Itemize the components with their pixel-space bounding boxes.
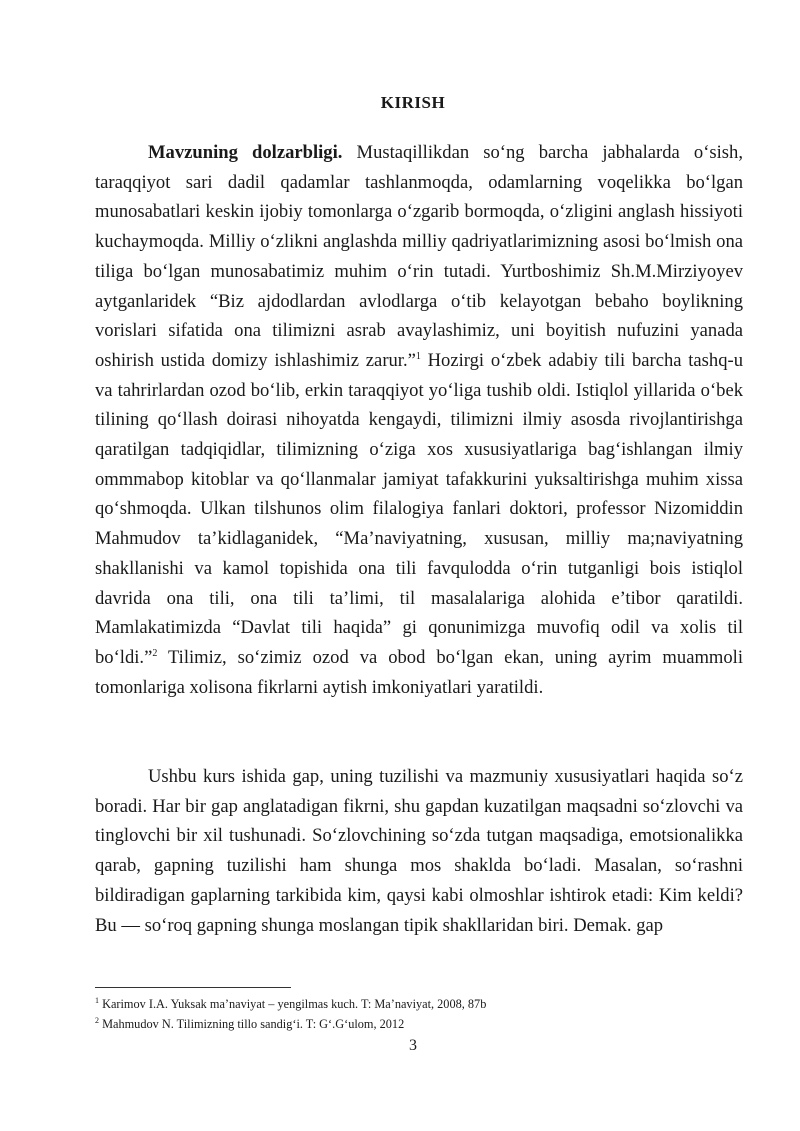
page-title: KIRISH <box>380 93 446 112</box>
footnote-2 <box>95 1014 743 1034</box>
paragraph-course-work <box>95 762 743 940</box>
footnote-text: Karimov I.A. Yuksak ma’naviyat – yengilmas kuch. T: Ma’naviyat, 2008, 87b <box>99 997 487 1011</box>
footnote-1 <box>95 994 743 1014</box>
footnote-marker: 1 <box>95 995 99 1005</box>
footnote-ref-1: 1 <box>415 350 421 362</box>
paragraph-2: Ushbu kurs ishida gap, uning tuzilishi va mazmuniy xususiyatlari haqida so‘z boradi. Har bir gap anglatadigan fikrni, shu gapdan kuzatilgan maqsadni so‘zlovchi va tinglovchi bir xil tushunadi. So‘zlovchining so‘zda tutgan maqsadiga, emotsionalikka qarab, gapning tuzilishi ham shunga mos shaklda bo‘ladi. Masalan, so‘rashni bildiradigan gaplarning tarkibida kim, qaysi kabi olmoshlar ishtirok etadi: Kim keldi? Bu — so‘roq gapning shunga moslangan tipik shakllaridan biri. Demak. gap <box>95 766 743 936</box>
paragraph-1 <box>95 138 743 702</box>
paragraph-relevance <box>95 138 743 702</box>
paragraph-1-text-a: Mustaqillikdan so‘ng barcha jabhalarda o‘sish, taraqqiyot sari dadil qadamlar tashlanmoqda, odamlarning voqelikka bo‘lgan munosabatlari keskin ijobiy tomonlarga o‘zgarib bormoqda, o‘zligini anglash hissiyoti kuchaymoqda. Milliy o‘zlikni anglashda milliy qadriyatlarimizning asosi bo‘lmish ona tiliga bo‘lgan munosabatimiz muhim o‘rin tutadi. Yurtboshimiz Sh.M.Mirziyoyev aytganlaridek “Biz ajdodlardan avlodlarga o‘tib kelayotgan bebaho boylikning vorislari sifatida ona tilimizni asrab avaylashimiz, uni boyitish nufuzini yanada oshirish ustida domizy ishlashimiz zarur.” <box>95 142 743 371</box>
paragraph-1-text-b: Hozirgi o‘zbek adabiy tili barcha tashq-u va tahrirlardan ozod bo‘lib, erkin taraqqiyot yo‘liga tushib oldi. Istiqlol yillarida o‘bek tilining qo‘llash doirasi nihoyatda kengaydi, tilimizni ilmiy asosda rivojlantirishga qaratilgan tadqiqidlar, tilimizning o‘ziga xos xususiyatlariga bag‘ishlangan ilmiy ommmabop kitoblar va qo‘llanmalar jamiyat tafakkurini yuksaltirishga muhim xissa qo‘shmoqda. Ulkan tilshunos olim filalogiya fanlari doktori, professor Nizomiddin Mahmudov ta’kidlaganidek, “Ma’naviyatning, xususan, milliy ma;naviyatning shakllanishi va kamol topishida ona tili favqulodda o‘rin tutganligi bois istiqlol davrida ona tili, ona tili ta’limi, til masalalariga alohida e’tibor qaratildi. Mamlakatimizda “Davlat tili haqida” gi qonunimizga muvofiq odil va xolis til bo‘ldi.” <box>95 349 743 668</box>
footnote-marker: 2 <box>95 1015 99 1025</box>
paragraph-lead: Mavzuning dolzarbligi. <box>148 142 343 163</box>
footnote-ref-2: 2 <box>152 647 158 659</box>
footnote-divider <box>95 987 291 988</box>
paragraph-1-text-c: Tilimiz, so‘zimiz ozod va obod bo‘lgan ekan, uning ayrim muammoli tomonlariga xolisona fikrlarni aytish imkoniyatlari yaratildi. <box>95 646 743 698</box>
footnotes <box>95 994 743 1034</box>
page-number: 3 <box>409 1037 417 1054</box>
footnote-text: Mahmudov N. Tilimizning tillo sandig‘i. T: G‘.G‘ulom, 2012 <box>99 1017 405 1031</box>
